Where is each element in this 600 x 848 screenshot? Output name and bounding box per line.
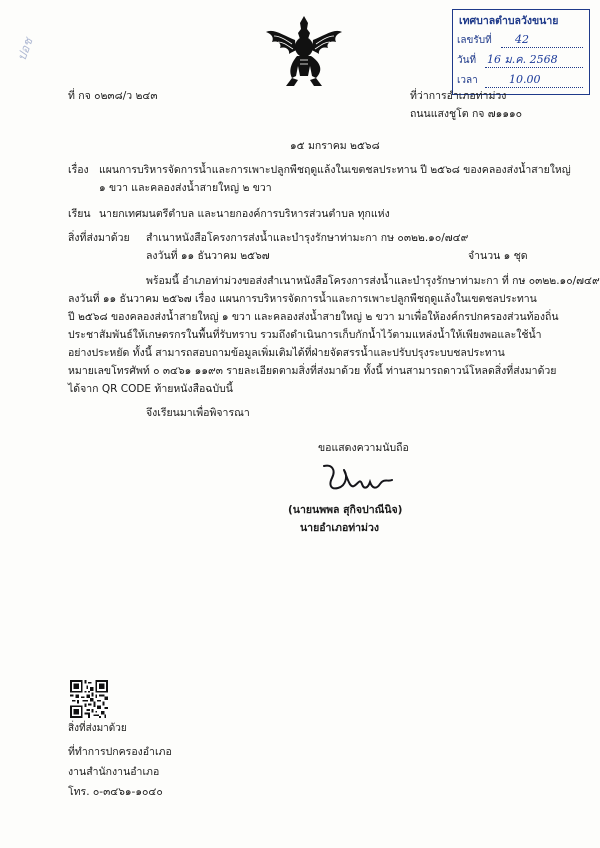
stamp-office: เทศบาลตำบลวังขนาย xyxy=(459,15,559,27)
qr-code[interactable] xyxy=(70,680,108,718)
handwritten-signature xyxy=(318,458,396,498)
enclosure-line-2: ลงวันที่ ๑๑ ธันวาคม ๒๕๖๗ xyxy=(146,250,270,262)
enclosure-count: จำนวน ๑ ชุด xyxy=(468,250,528,262)
footer-section: งานสำนักงานอำเภอ xyxy=(68,766,160,778)
body-line: หมายเลขโทรศัพท์ ๐ ๓๔๖๑ ๑๑๙๓ รายละเอียดตามสิ่งที่ส่งมาด้วย ทั้งนี้ ท่านสามารถดาวน์โหลดสิ่งที่ส่งมาด้วย xyxy=(68,365,557,377)
enclosure-line-1: สำเนาหนังสือโครงการส่งน้ำและบำรุงรักษาท่ามะกา กษ ๐๓๒๒.๑๐/๗๔๙ xyxy=(146,232,469,244)
stamp-time: 10.00 xyxy=(509,73,541,86)
stamp-receive-no-label: เลขรับที่ xyxy=(457,35,492,46)
body-line: ลงวันที่ ๑๑ ธันวาคม ๒๕๖๗ เรื่อง แผนการบริหารจัดการน้ำและการเพาะปลูกพืชฤดูแล้งในเขตชลประทาน xyxy=(68,293,537,305)
stamp-date: 16 ม.ค. 2568 xyxy=(487,53,558,66)
signatory-position: นายอำเภอท่าม่วง xyxy=(300,522,380,534)
body-line: พร้อมนี้ อำเภอท่าม่วงขอส่งสำเนาหนังสือโครงการส่งน้ำและบำรุงรักษาท่ามะกา ที่ กษ ๐๓๒๒.๑๐/๗๔๙ xyxy=(146,275,600,287)
subject-label: เรื่อง xyxy=(68,164,89,176)
body-line: ได้จาก QR CODE ท้ายหนังสือฉบับนี้ xyxy=(68,383,233,395)
closing-line: จึงเรียนมาเพื่อพิจารณา xyxy=(146,407,250,419)
receipt-stamp xyxy=(452,9,590,95)
office-name: ที่ว่าการอำเภอท่าม่วง xyxy=(410,90,507,102)
recipient-text: นายกเทศมนตรีตำบล และนายกองค์การบริหารส่วนตำบล ทุกแห่ง xyxy=(99,208,390,220)
enclosure-label: สิ่งที่ส่งมาด้วย xyxy=(68,232,130,244)
office-address: ถนนแสงชูโต กจ ๗๑๑๑๐ xyxy=(410,108,523,120)
garuda-emblem xyxy=(262,14,346,90)
document-date: ๑๕ มกราคม ๒๕๖๘ xyxy=(290,140,380,152)
regards-text: ขอแสดงความนับถือ xyxy=(318,442,409,454)
footer-telephone: โทร. ๐-๓๔๖๑-๑๐๔๐ xyxy=(68,786,163,798)
stamp-receive-no: 42 xyxy=(515,33,529,46)
subject-line-2: ๑ ขวา และคลองส่งน้ำสายใหญ่ ๒ ขวา xyxy=(99,182,272,194)
signatory-name: (นายนพพล สุกิจปาณีนิจ) xyxy=(288,504,403,516)
body-line: ประชาสัมพันธ์ให้เกษตรกรในพื้นที่รับทราบ รวมถึงดำเนินการเก็บกักน้ำไว้ตามแหล่งน้ำให้เพียงพอและใช้น้ำ xyxy=(68,329,542,341)
qr-label: สิ่งที่ส่งมาด้วย xyxy=(68,723,127,734)
document-number: ที่ กจ ๐๒๓๘/ว ๒๔๓ xyxy=(68,90,158,102)
margin-handwritten-note: ปอช xyxy=(14,36,36,63)
stamp-time-label: เวลา xyxy=(457,75,478,86)
body-line: ปี ๒๕๖๘ ของคลองส่งน้ำสายใหญ่ ๑ ขวา และคลองส่งน้ำสายใหญ่ ๒ ขวา มาเพื่อให้องค์กรปกครองส่วนท้องถิ่น xyxy=(68,311,559,323)
footer-department: ที่ทำการปกครองอำเภอ xyxy=(68,746,172,758)
stamp-date-label: วันที่ xyxy=(457,55,477,66)
subject-line-1: แผนการบริหารจัดการน้ำและการเพาะปลูกพืชฤดูแล้งในเขตชลประทาน ปี ๒๕๖๘ ของคลองส่งน้ำสายใหญ่ xyxy=(99,164,571,176)
recipient-label: เรียน xyxy=(68,208,91,220)
body-line: อย่างประหยัด ทั้งนี้ สามารถสอบถามข้อมูลเพิ่มเติมได้ที่ฝ่ายจัดสรรน้ำและปรับปรุงระบบชลประทาน xyxy=(68,347,505,359)
